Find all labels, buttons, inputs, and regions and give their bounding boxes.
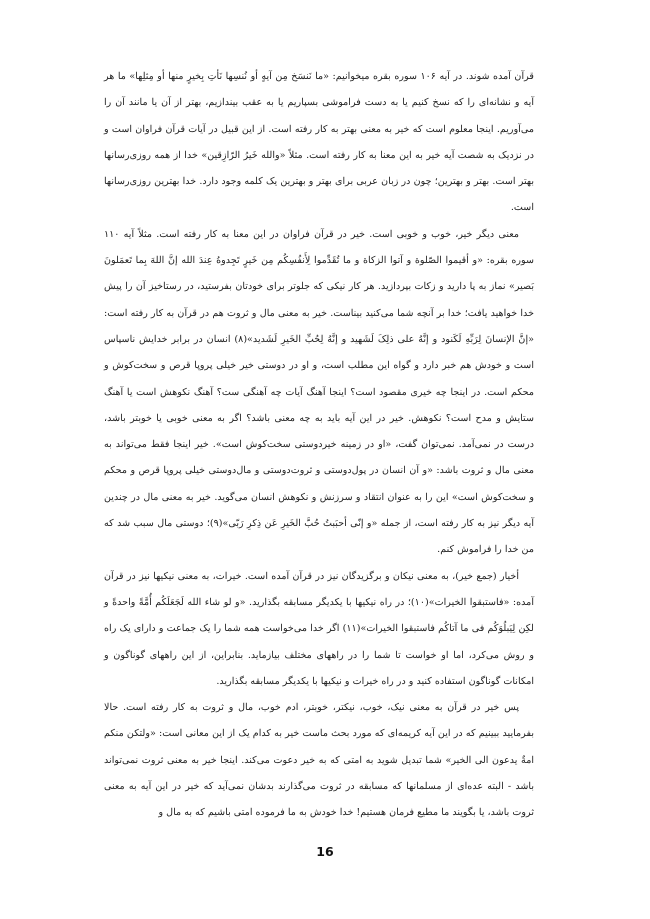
paragraph-1: قرآن آمده شوند. در آیه ۱۰۶ سوره بقره میخوانیم: «ما نَنسَخ مِن آیهٍ أو نُنسِها نَأتِ بِخیرٍ منها أو مِثلِها» ما هر آیه و نشانه‌ای را که نسخ کنیم یا به دست فراموشی بسپاریم یا به عقب بیندازیم، بهتر از آن یا مانند آن را می‌آوریم. اینجا معلوم است که خیر به معنی بهتر به کار رفته است. از این قبیل در آیات قرآن فراوان است و در نزدیک به شصت آیه خیر به این معنا به کار رفته است. مثلاً «والله خَیرُ الرّازِقین» خدا از همه روزی‌رسانها بهتر است. بهتر و بهترین؛ چون در زبان عربی برای بهتر و بهترین یک کلمه وجود دارد. خدا بهترین روزی‌رسانها است. xyxy=(104,71,535,214)
body-text xyxy=(104,64,535,819)
paragraph-3: أخیار (جمع خیر)، به معنی نیکان و برگزیدگان نیز در قرآن آمده است. خیرات، به معنی نیکیها نیز در قرآن آمده: «فاستبقوا الخیرات»(۱۰)؛ در راه نیکیها با یکدیگر مسابقه بگذارید. «و لو شاء الله لَجَعَلَکُم أُمَّةً واحدةً و لکِن لِیَبلُوَکُم فی ما آتاکُم فاستبقوا الخیرات»(۱۱) اگر خدا می‌خواست همه شما را یک جماعت و دارای یک راه و روش می‌کرد، اما او خواست تا شما را در راههای مختلف بیازماید. بنابراین، از این راههای گوناگون و امکانات گوناگون استفاده کنید و در راه خیرات و نیکیها با یکدیگر مسابقه بگذارید. xyxy=(104,570,534,687)
paragraph-4: پس خیر در قرآن به معنی نیک، خوب، نیکتر، خوبتر، ادم خوب، مال و ثروت به کار رفته است. حالا بفرمایید ببینیم که در این آیه کریمه‌ای که مورد بحث ماست خیر به کدام یک از این معانی است: «ولتکن منکم امةٌ یدعون الی الخیر» شما تبدیل شوید به امتی که به خیر دعوت می‌کند. اینجا خیر به معنی ثروت نمی‌تواند باشد - البته عده‌ای از مسلمانها که مسابقه در ثروت می‌گذارند بدشان نمی‌آید که خیر در این آیه به معنی ثروت باشد، یا بگویند ما مطیع فرمان هستیم! خدا خودش به ما فرموده امتی باشیم که به مال و xyxy=(104,702,534,819)
page-number: 16 xyxy=(316,844,334,859)
paragraph-2: معنی دیگر خیر، خوب و خوبی است. خیر در قرآن فراوان در این معنا به کار رفته است. مثلاً آیه ۱۱۰ سوره بقره: «و أقیموا الصّلوة و آتوا الزکاة و ما تُقَدِّموا لِأَنفُسِکُم مِن خَیرٍ تَجِدوهُ عِندَ الله إنَّ اللهَ بِما تَعمَلونَ بَصیر» نماز به پا دارید و زکات بپردازید. هر کار نیکی که جلوتر برای خودتان بفرستید، در رستاخیز آن را پیش خدا خواهید یافت؛ خدا بر آنچه شما می‌کنید بیناست. خیر به معنی مال و ثروت هم در قرآن به کار رفته است: «إنَّ الإنسانَ لِرَبِّهِ لَکَنود و إنَّهُ علی ذلِکَ لَشَهید و إنَّهُ لِحُبِّ الخَیرِ لَشَدید»(۸) انسان در برابر خدایش ناسپاس است و خودش هم خبر دارد و گواه این مطلب است، و او در دوستی خیر خیلی پروپا قرص و سخت‌کوش و محکم است. در اینجا چه خیری مقصود است؟ اینجا آهنگ آیات چه آهنگی ست؟ آهنگ نکوهش است یا آهنگ ستایش و مدح است؟ نکوهش. خیر در این آیه باید به چه معنی باشد؟ اگر به معنی خوبی یا خوبتر باشد، درست در نمی‌آمد. نمی‌توان گفت، «او در زمینه خیردوستی سخت‌کوش است». خیر اینجا فقط می‌تواند به معنی مال و ثروت باشد: «و آن انسان در پول‌دوستی و ثروت‌دوستی و مال‌دوستی خیلی پروپا قرص و محکم و سخت‌کوش است» این را به عنوان انتقاد و سرزنش و نکوهش انسان می‌گوید. خیر به معنی مال در چندین آیه دیگر نیز به کار رفته است، از جمله «و إنّی أحبَبتُ حُبَّ الخَیرِ عَن ذِکرِ رَبّی»(۹)؛ دوستی مال سبب شد که من خدا را فراموش کنم. xyxy=(104,228,535,556)
